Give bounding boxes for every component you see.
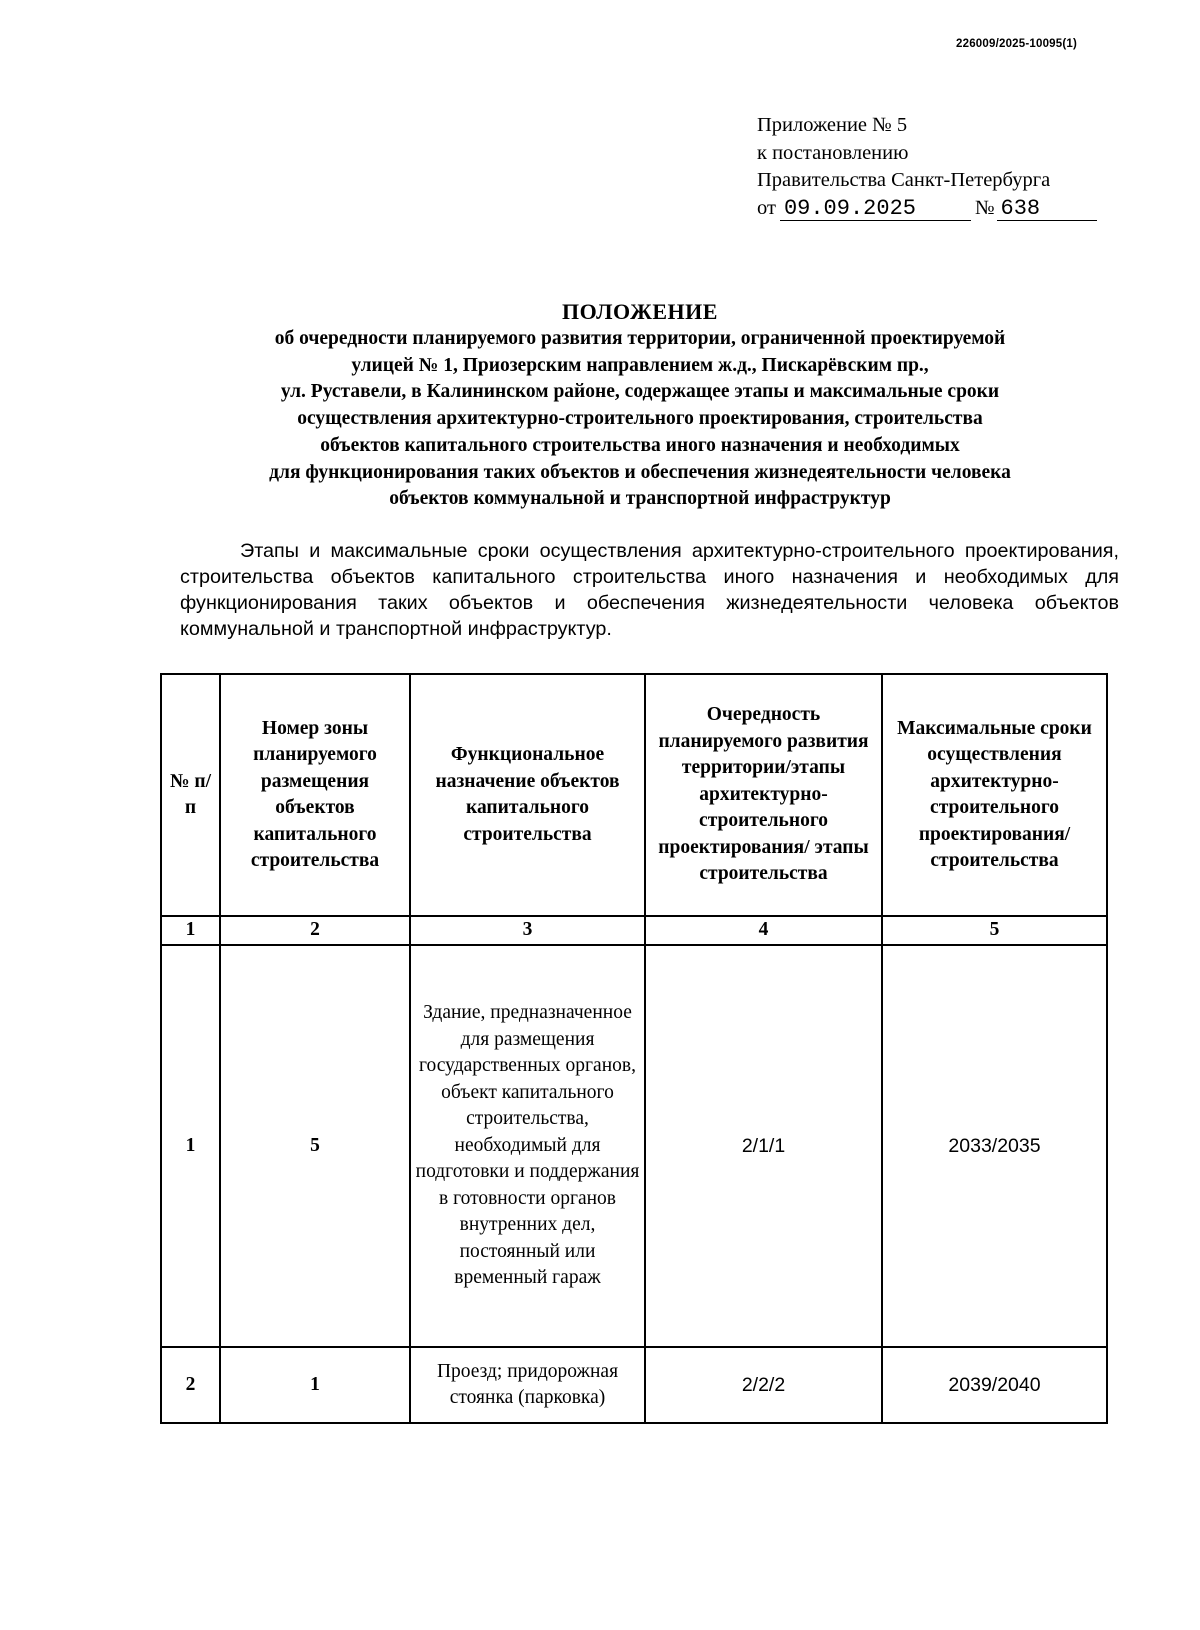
date-prefix: от	[757, 196, 776, 219]
row-stage: 2/2/2	[645, 1347, 882, 1423]
row-stage: 2/1/1	[645, 945, 882, 1347]
row-number: 1	[161, 945, 220, 1347]
row-number: 2	[161, 1347, 220, 1423]
title-line: ул. Руставели, в Калининском районе, содержащее этапы и максимальные сроки	[280, 381, 1000, 403]
title-line: для функционирования таких объектов и обеспечения жизнедеятельности человека	[269, 461, 1011, 483]
appendix-issuer: Правительства Санкт-Петербурга	[757, 169, 1051, 191]
title-main: ПОЛОЖЕНИЕ	[562, 299, 718, 324]
header-purpose: Функциональное назначение объектов капитального строительства	[410, 674, 645, 916]
row-purpose: Проезд; придорожная стоянка (парковка)	[410, 1347, 645, 1423]
title-line: об очередности планируемого развития территории, ограниченной проектируемой	[274, 328, 1006, 349]
number-prefix: №	[974, 196, 995, 219]
title-line: объектов капитального строительства иного назначения и необходимых	[320, 434, 960, 456]
appendix-block	[757, 112, 1097, 222]
title-line: объектов коммунальной и транспортной инфраструктур	[389, 488, 891, 510]
header-zone: Номер зоны планируемого размещения объектов капитального строительства	[220, 674, 410, 916]
table-header-row	[161, 674, 1107, 916]
header-deadlines: Максимальные сроки осуществления архитектурно-строительного проектирования/ строительства	[882, 674, 1107, 916]
appendix-date-row	[757, 195, 1097, 223]
table-row	[161, 1347, 1107, 1423]
column-number: 2	[220, 916, 410, 945]
document-title	[160, 298, 1120, 513]
table-row	[161, 945, 1107, 1347]
column-number-row	[161, 916, 1107, 945]
stages-table	[160, 673, 1108, 1424]
resolution-date: 09.09.2025	[780, 198, 971, 221]
row-zone: 1	[220, 1347, 410, 1423]
row-deadline: 2039/2040	[882, 1347, 1107, 1423]
intro-paragraph: Этапы и максимальные сроки осуществления архитектурно-строительного проектирования, строительства объектов капитального строительства иного назначения и необходимых для функционирования таких объектов и обеспечения жизнедеятельности человека объектов коммунальной и транспортной инфраструктур.	[180, 540, 1119, 640]
column-number: 4	[645, 916, 882, 945]
appendix-to-resolution: к постановлению	[757, 141, 909, 164]
column-number: 5	[882, 916, 1107, 945]
header-stages: Очередность планируемого развития территории/этапы архитектурно-строительного проектирования/ этапы строительства	[645, 674, 882, 916]
row-purpose: Здание, предназначенное для размещения государственных органов, объект капитального строительства, необходимый для подготовки и поддержания в готовности органов внутренних дел, постоянный или временный гараж	[410, 945, 645, 1347]
column-number: 3	[410, 916, 645, 945]
row-zone: 5	[220, 945, 410, 1347]
document-id: 226009/2025-10095(1)	[956, 38, 1078, 50]
title-line: осуществления архитектурно-строительного проектирования, строительства	[297, 408, 983, 430]
resolution-number: 638	[997, 198, 1097, 221]
header-number: № п/п	[161, 674, 220, 916]
appendix-number: Приложение № 5	[757, 114, 908, 136]
column-number: 1	[161, 916, 220, 945]
title-line: улицей № 1, Приозерским направлением ж.д., Пискарёвским пр.,	[351, 354, 929, 376]
row-deadline: 2033/2035	[882, 945, 1107, 1347]
